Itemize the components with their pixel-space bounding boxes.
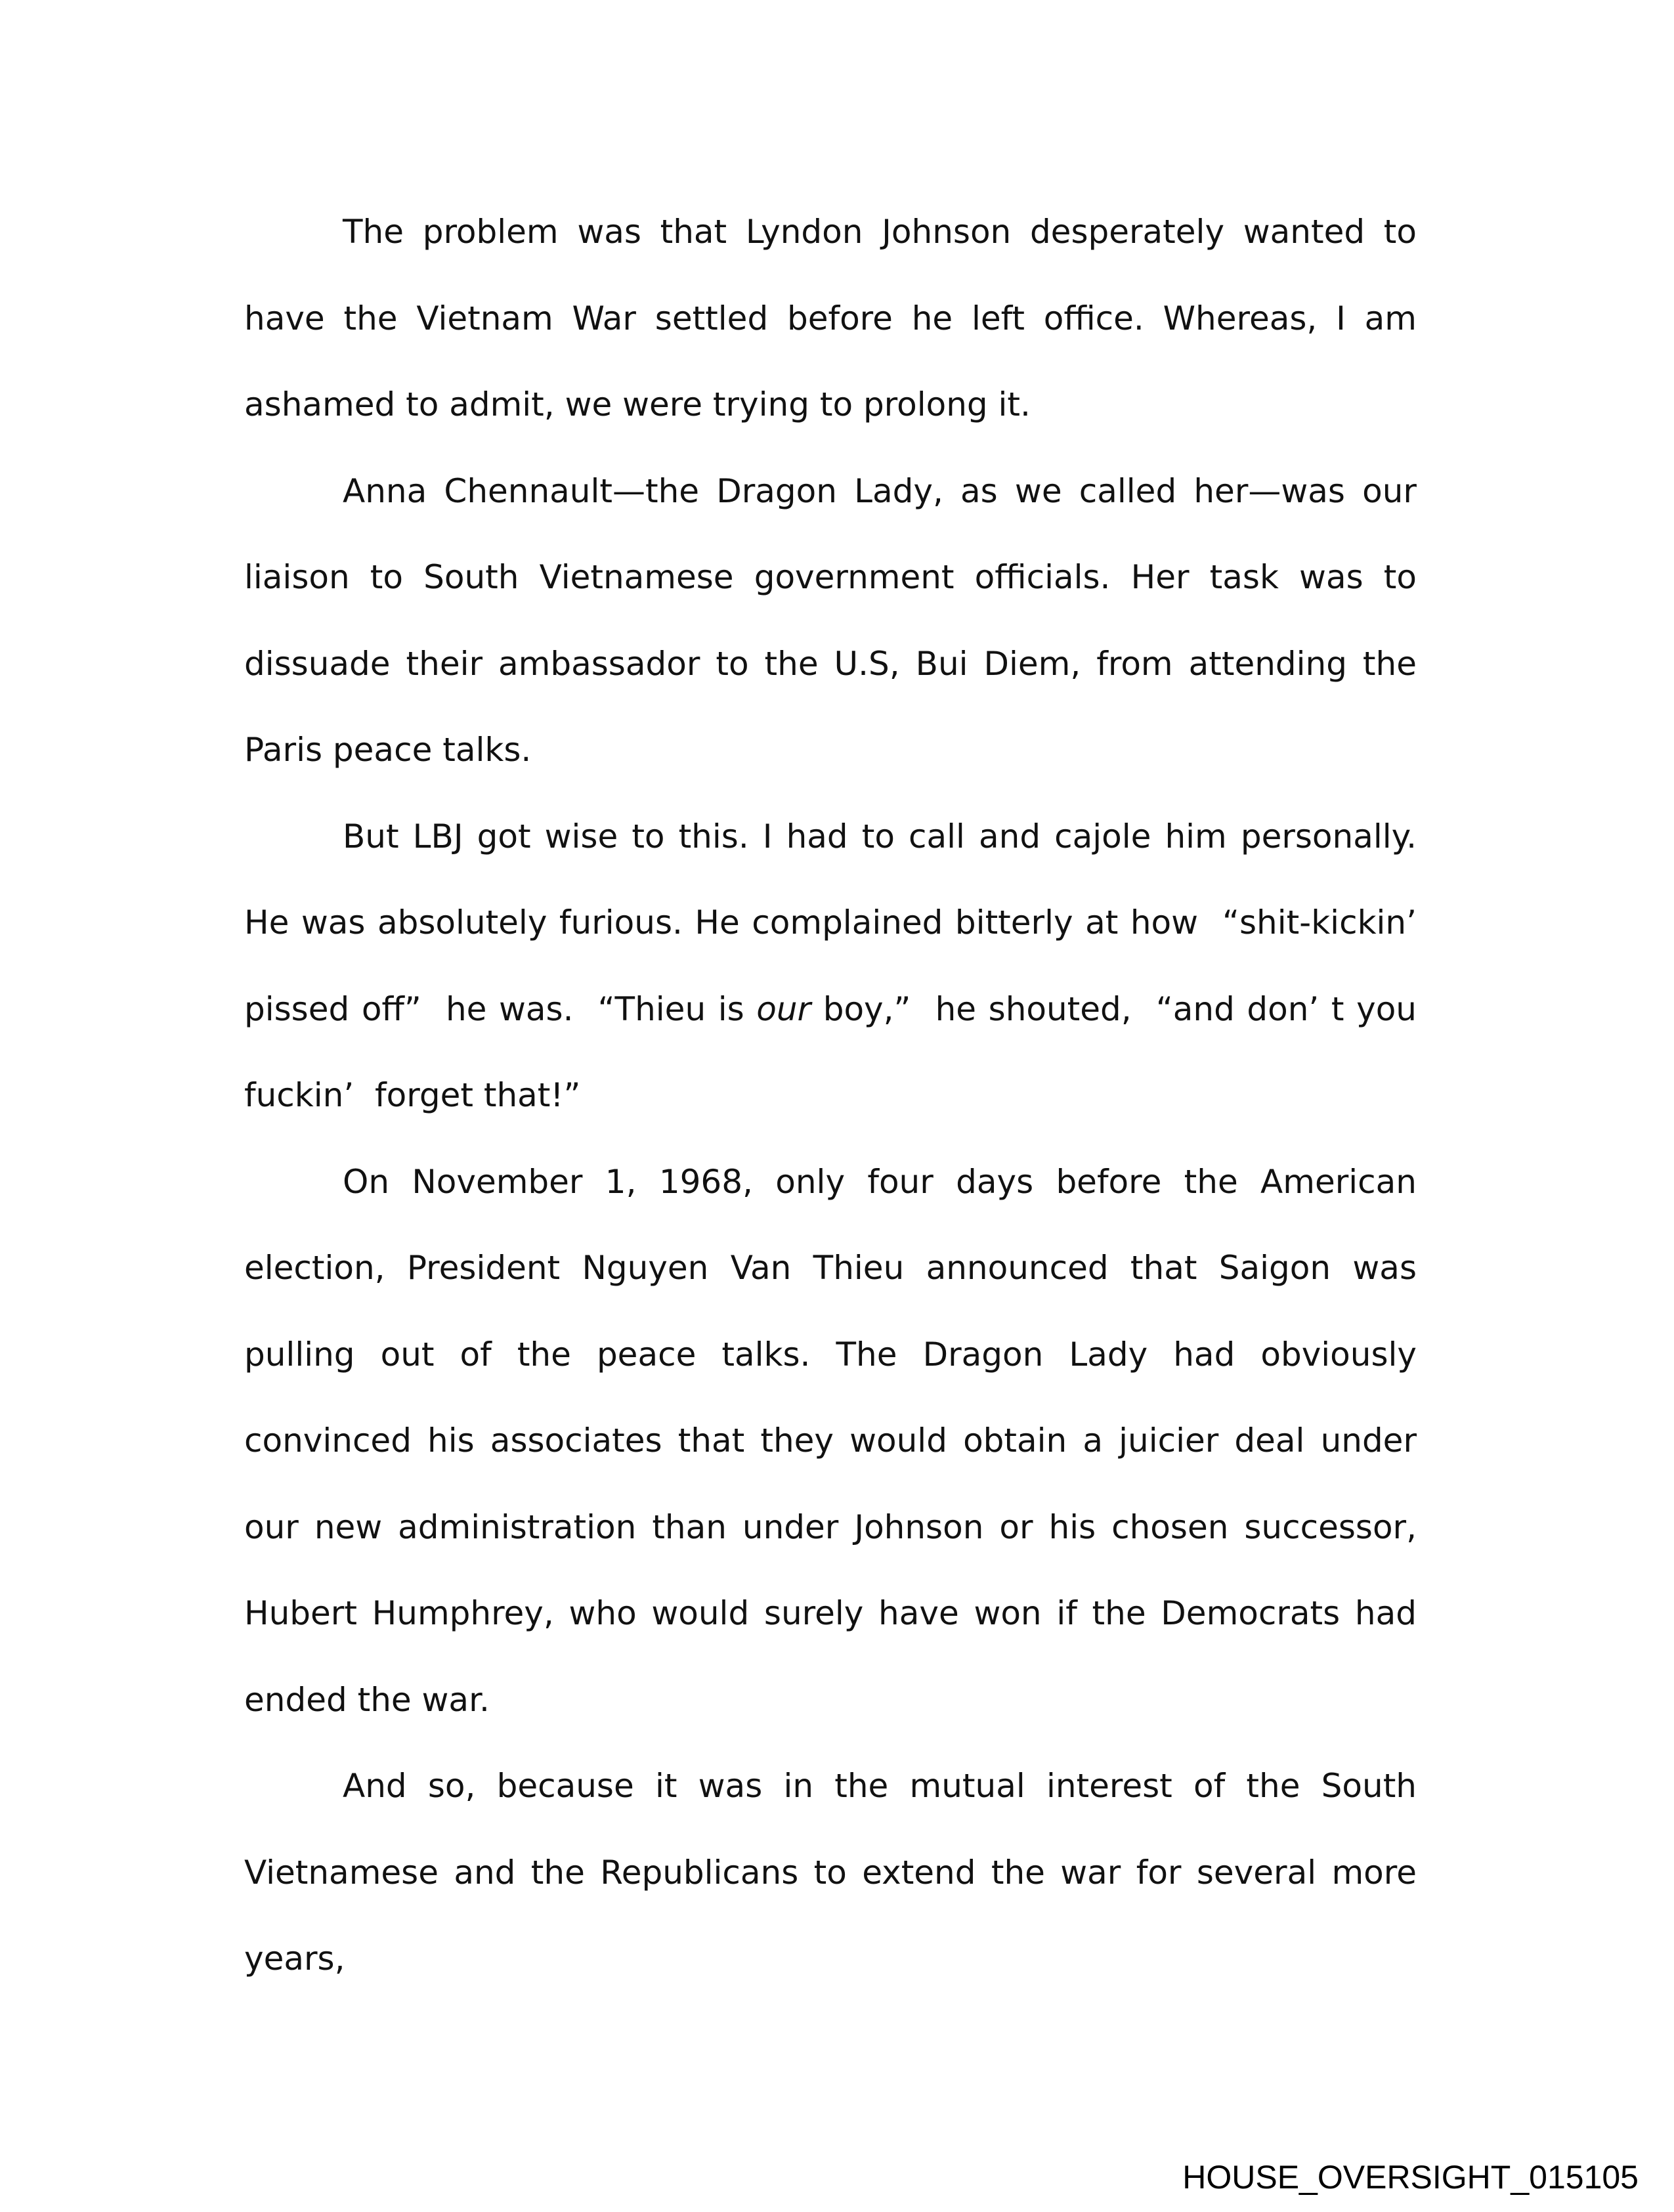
paragraph-4 bbox=[244, 1139, 1427, 1744]
paragraph-5-text: And so, because it was in the mutual interest of the South Vietnamese and the Republicans to extend the war for several more years, bbox=[244, 1767, 1427, 1978]
paragraph-3 bbox=[244, 794, 1438, 1139]
paragraph-2 bbox=[244, 448, 1427, 794]
paragraph-2-text: Anna Chennault—the Dragon Lady, as we called her—was our liaison to South Vietnamese government officials. Her task was to dissuade their ambassador to the U.S, Bui Diem, from attending the Paris peace talks. bbox=[244, 471, 1427, 769]
paragraph-4-text: On November 1, 1968, only four days before the American election, President Nguyen Van Thieu announced that Saigon was pulling out of the peace talks. The Dragon Lady had obviously convinced his associates that they would obtain a juicier deal under our new administration than under Johnson or his chosen successor, Hubert Humphrey, who would surely have won if the Democrats had ended the war. bbox=[244, 1162, 1427, 1719]
document-id-footer: HOUSE_OVERSIGHT_015105 bbox=[1182, 2159, 1639, 2196]
paragraph-3-emphasis: our bbox=[756, 989, 811, 1028]
paragraph-5 bbox=[244, 1743, 1427, 2003]
paragraph-3-text-start: But LBJ got wise to this. I had to call and cajole him personally. He was absolutely furious. He complained bitterly at how “shit-kickin’ pissed off” he was. “Thieu is bbox=[244, 817, 1438, 1028]
body-text bbox=[244, 189, 1438, 2003]
paragraph-3-text-end: boy,” he shouted, “and don’ t you fuckin’ forget that!” bbox=[244, 989, 1427, 1114]
paragraph-1 bbox=[244, 189, 1427, 448]
paragraph-1-text: The problem was that Lyndon Johnson desperately wanted to have the Vietnam War settled before he left office. Whereas, I am ashamed to admit, we were trying to prolong it. bbox=[244, 213, 1427, 423]
